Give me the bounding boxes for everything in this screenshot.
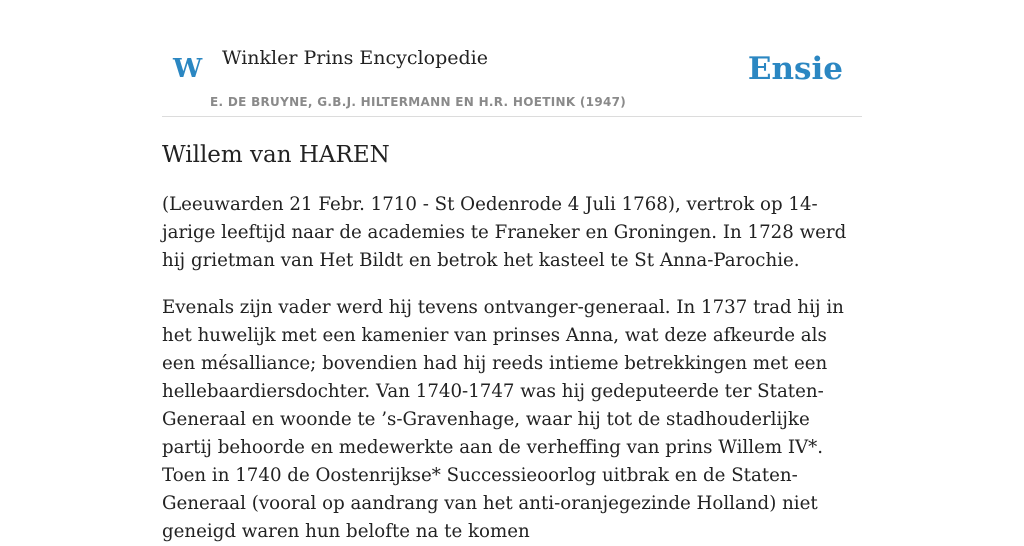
article-title: Willem van HAREN [162, 142, 390, 168]
article-paragraph: Evenals zijn vader werd hij tevens ontvanger-generaal. In 1737 trad hij in het huwelijk met een kamenier van prinses Anna, wat deze afkeurde als een mésalliance; bovendien had hij reeds intieme betrekkingen met een hellebaardiersdochter. Van 1740-1747 was hij gedeputeerde ter Staten-Generaal en woonde te ’s-Gravenhage, waar hij tot de stadhouderlijke partij behoorde en medewerkte aan de verheffing van prins Willem IV*. Toen in 1740 de Oostenrijkse* Successieoorlog uitbrak en de Staten-Generaal (vooral op aandrang van het anti-oranjegezinde Holland) niet geneigd waren hun belofte na te komen [162, 297, 844, 542]
site-header [162, 0, 862, 117]
article-content [162, 138, 862, 546]
site-title[interactable]: Winkler Prins Encyclopedie [222, 47, 488, 69]
article-paragraph: (Leeuwarden 21 Febr. 1710 - St Oedenrode 4 Juli 1768), vertrok op 14-jarige leeftijd naar de academies te Franeker en Groningen. In 1728 werd hij grietman van Het Bildt en betrok het kasteel te St Anna-Parochie. [162, 194, 847, 271]
logo-w-icon[interactable]: W [173, 54, 203, 84]
authors-line: E. DE BRUYNE, G.B.J. HILTERMANN EN H.R. HOETINK (1947) [210, 95, 627, 109]
ensie-logo[interactable]: Ensie [747, 51, 843, 87]
